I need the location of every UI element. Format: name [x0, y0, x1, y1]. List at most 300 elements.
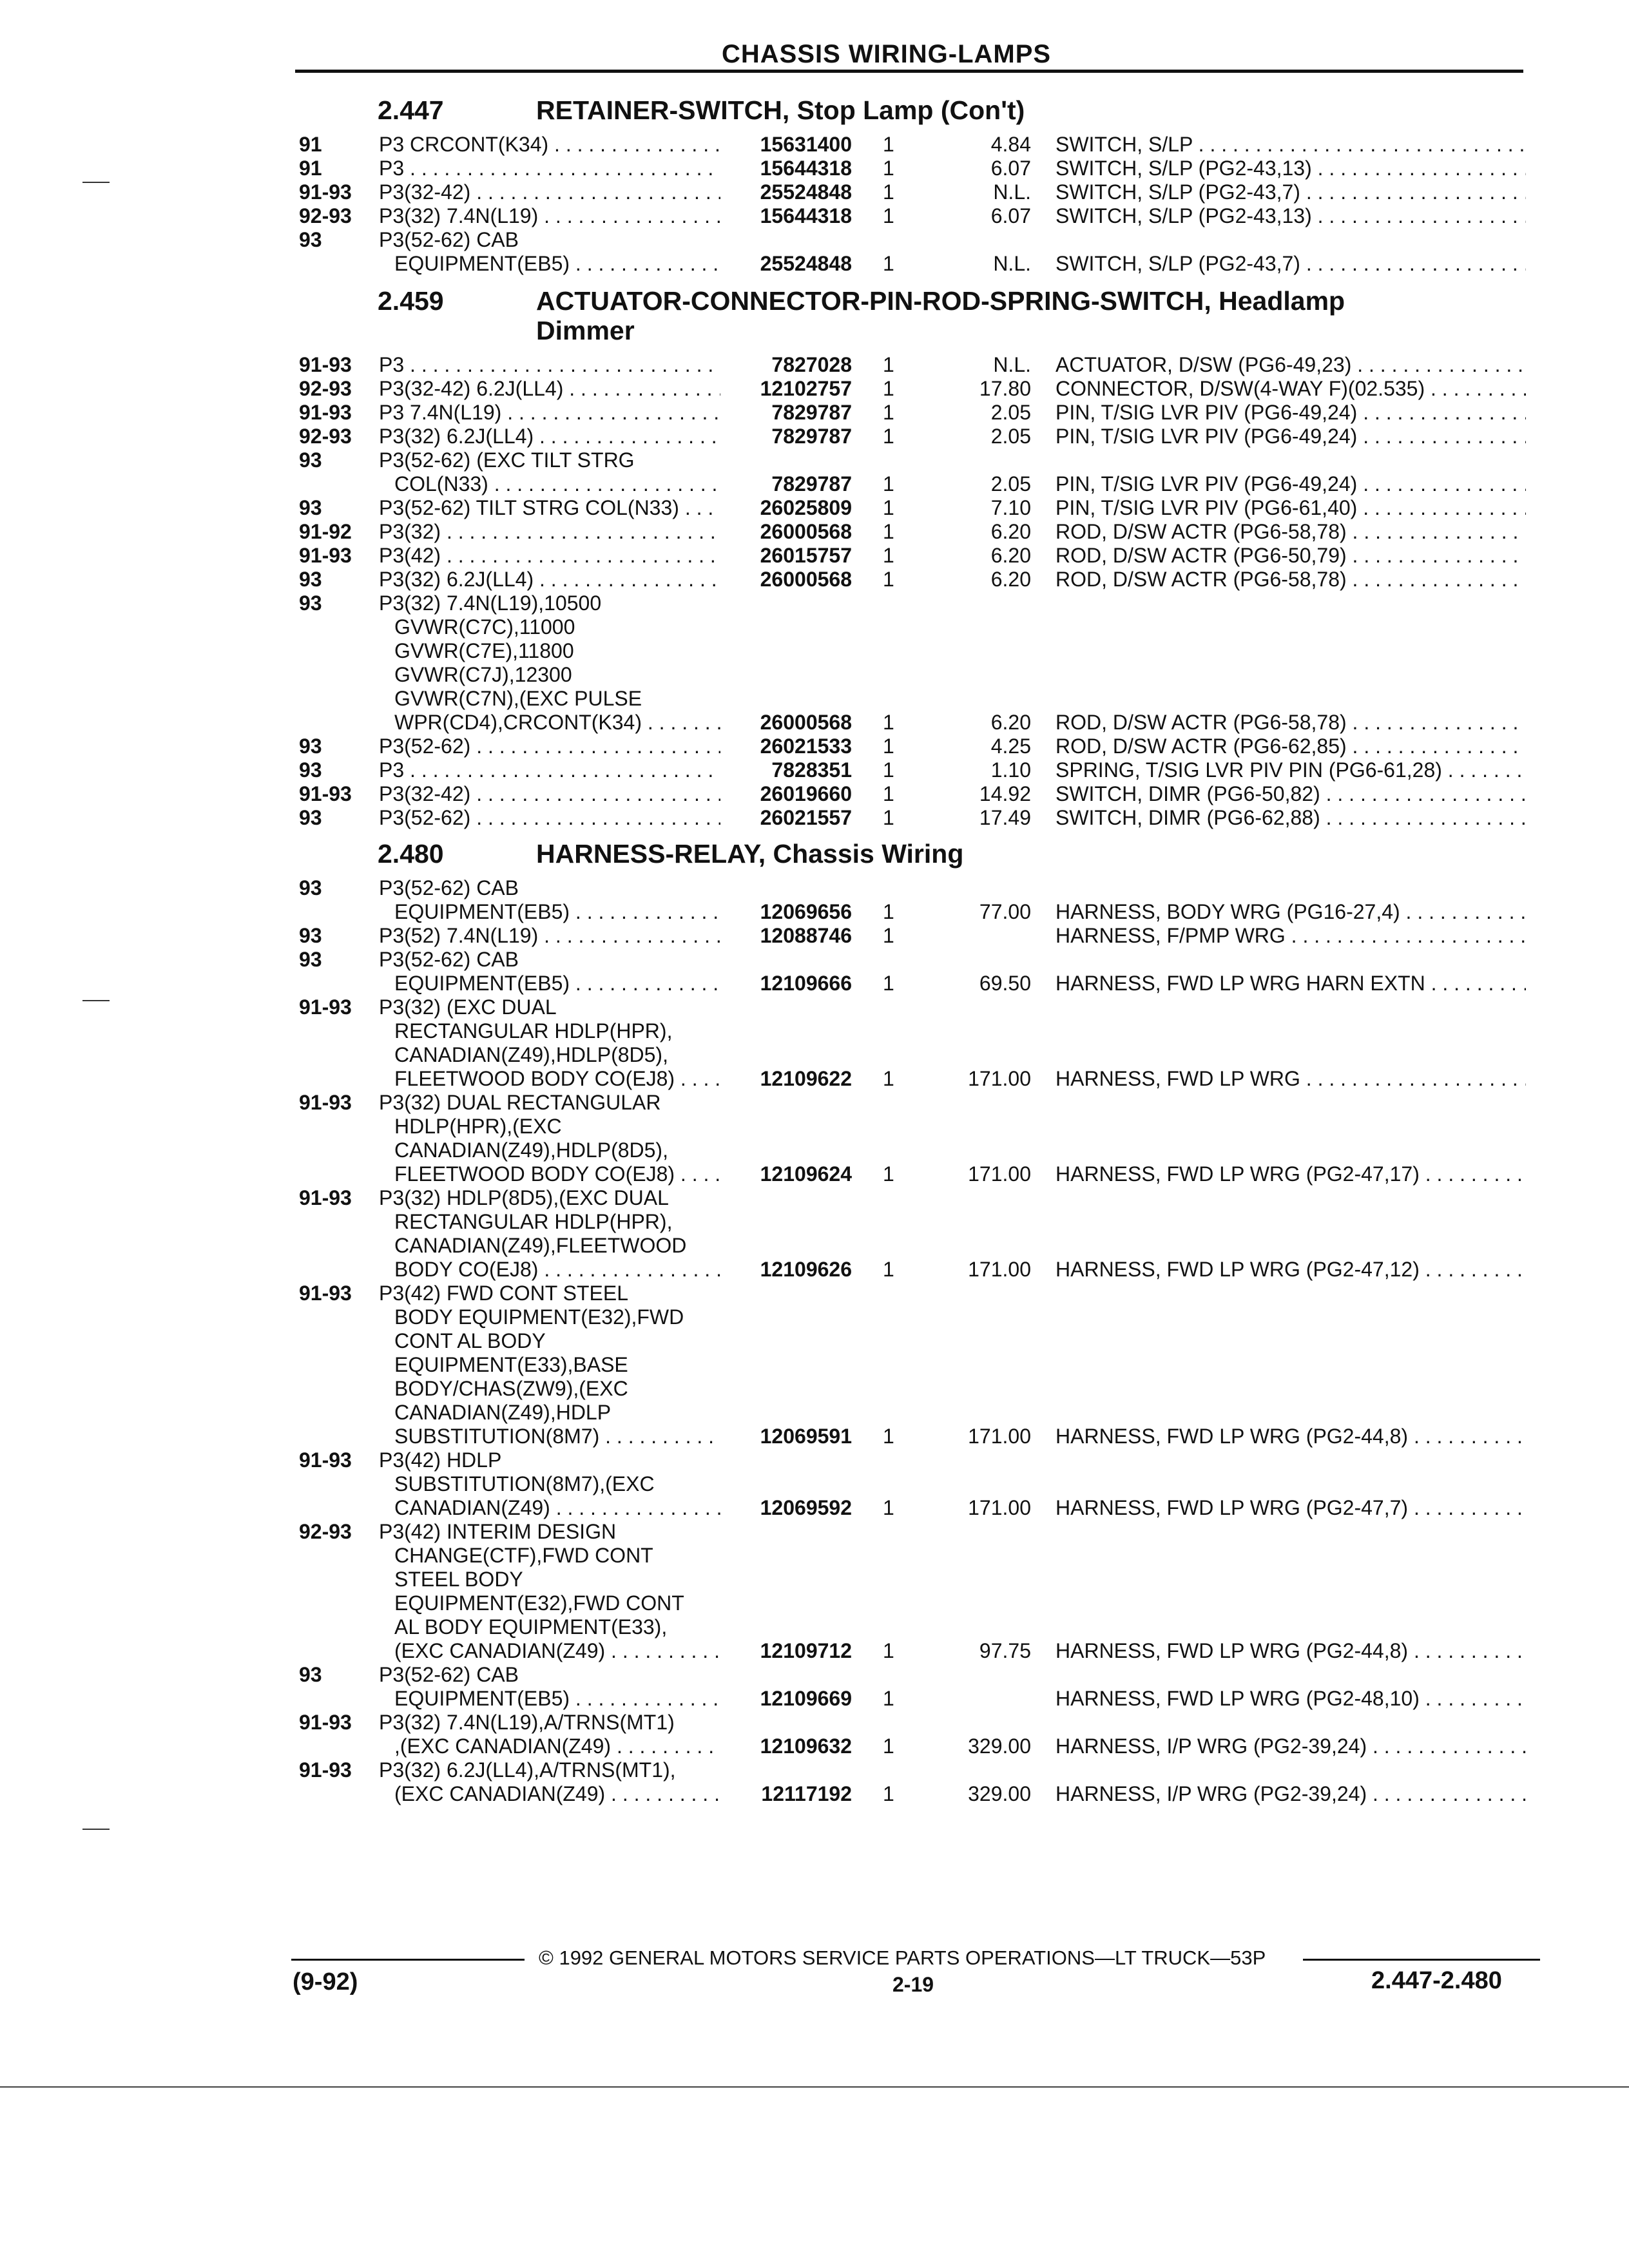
parts-row-continuation	[0, 711, 1629, 735]
parts-row-continuation	[0, 972, 1629, 995]
usage-description: RECTANGULAR HDLP(HPR),	[394, 1019, 673, 1043]
list-price: N.L.	[993, 180, 1031, 204]
usage-description: P3(32) 6.2J(LL4) . . .	[379, 425, 720, 448]
footer-rule-left	[291, 1959, 525, 1961]
parts-row	[0, 353, 1629, 377]
section-number: 2.480	[378, 839, 444, 869]
list-price: 171.00	[968, 1425, 1031, 1448]
parts-row-continuation	[0, 1401, 1629, 1425]
parts-row	[0, 568, 1629, 591]
parts-row-continuation	[0, 1210, 1629, 1234]
parts-row-continuation	[0, 1782, 1629, 1806]
part-name: HARNESS, I/P WRG (PG2-39,24) . . .	[1055, 1782, 1526, 1806]
usage-description: P3(42) INTERIM DESIGN	[379, 1520, 617, 1543]
usage-description: BODY CO(EJ8) . . .	[394, 1258, 720, 1282]
parts-row-continuation	[0, 1139, 1629, 1162]
list-price: 4.84	[990, 133, 1031, 156]
model-year: 92-93	[299, 425, 352, 448]
part-name: HARNESS, FWD LP WRG (PG2-44,8) . . .	[1055, 1639, 1526, 1663]
parts-row-continuation	[0, 252, 1629, 276]
page-number: 2-19	[892, 1973, 934, 1996]
parts-row	[0, 948, 1629, 972]
usage-description: P3(42) FWD CONT STEEL	[379, 1282, 629, 1305]
model-year: 91-93	[299, 782, 352, 805]
part-number: 12102757	[760, 377, 852, 400]
part-name: HARNESS, FWD LP WRG (PG2-47,7) . . .	[1055, 1496, 1526, 1520]
usage-description: SUBSTITUTION(8M7) . . .	[394, 1425, 720, 1448]
usage-description: GVWR(C7J),12300	[394, 663, 572, 686]
part-number: 26015757	[760, 544, 852, 567]
usage-description: BODY/CHAS(ZW9),(EXC	[394, 1377, 628, 1400]
part-number: 12069592	[760, 1496, 852, 1519]
list-price: 329.00	[968, 1782, 1031, 1805]
model-year: 91-93	[299, 1758, 352, 1782]
usage-description: (EXC CANADIAN(Z49) . . .	[394, 1782, 720, 1806]
quantity: 1	[883, 711, 894, 734]
usage-description: GVWR(C7E),11800	[394, 639, 574, 662]
parts-row-continuation	[0, 1735, 1629, 1758]
usage-description: P3(32) 7.4N(L19),10500	[379, 591, 602, 615]
page-title: CHASSIS WIRING-LAMPS	[722, 40, 1052, 68]
part-name: PIN, T/SIG LVR PIV (PG6-61,40) . . .	[1055, 496, 1526, 520]
list-price: 77.00	[979, 900, 1031, 923]
usage-description: EQUIPMENT(EB5) . . .	[394, 1687, 720, 1711]
title-rule	[295, 70, 1523, 73]
model-year: 93	[299, 735, 322, 758]
part-number: 26021533	[760, 735, 852, 758]
part-number: 7829787	[771, 401, 852, 424]
quantity: 1	[883, 972, 894, 995]
parts-row-continuation	[0, 663, 1629, 687]
list-price: N.L.	[993, 353, 1031, 376]
parts-row-continuation	[0, 1687, 1629, 1711]
parts-row	[0, 735, 1629, 758]
usage-description: EQUIPMENT(EB5) . . .	[394, 972, 720, 995]
model-year: 91-93	[299, 353, 352, 376]
usage-description: P3(32) (EXC DUAL	[379, 995, 557, 1019]
model-year: 93	[299, 758, 322, 782]
part-number: 7829787	[771, 472, 852, 495]
parts-row	[0, 1711, 1629, 1735]
part-name: SWITCH, DIMR (PG6-50,82) . . .	[1055, 782, 1526, 806]
parts-row-continuation	[0, 472, 1629, 496]
quantity: 1	[883, 568, 894, 591]
quantity: 1	[883, 496, 894, 519]
part-number: 12109624	[760, 1162, 852, 1186]
part-name: HARNESS, I/P WRG (PG2-39,24) . . .	[1055, 1735, 1526, 1758]
parts-row-continuation	[0, 1234, 1629, 1258]
part-name: HARNESS, FWD LP WRG (PG2-47,17) . . .	[1055, 1162, 1526, 1186]
section-title: ACTUATOR-CONNECTOR-PIN-ROD-SPRING-SWITCH, Headlamp	[536, 286, 1345, 316]
parts-row	[0, 401, 1629, 425]
list-price: 17.49	[979, 806, 1031, 829]
usage-description: P3(52-62) CAB	[379, 1663, 519, 1686]
model-year: 91-93	[299, 1091, 352, 1114]
usage-description: FLEETWOOD BODY CO(EJ8) . . .	[394, 1162, 720, 1186]
quantity: 1	[883, 252, 894, 275]
quantity: 1	[883, 735, 894, 758]
part-number: 26000568	[760, 711, 852, 734]
list-price: 171.00	[968, 1067, 1031, 1090]
part-name: SWITCH, DIMR (PG6-62,88) . . .	[1055, 806, 1526, 830]
quantity: 1	[883, 1067, 894, 1090]
usage-description: P3(32) 6.2J(LL4) . . .	[379, 568, 720, 591]
model-year: 93	[299, 591, 322, 615]
parts-row-continuation	[0, 1305, 1629, 1329]
parts-row-continuation	[0, 1377, 1629, 1401]
parts-row	[0, 496, 1629, 520]
part-name: ROD, D/SW ACTR (PG6-50,79) . . .	[1055, 544, 1526, 568]
part-number: 26019660	[760, 782, 852, 805]
usage-description: P3 . . .	[379, 157, 720, 180]
list-price: 6.07	[990, 204, 1031, 227]
parts-row	[0, 876, 1629, 900]
list-price: 7.10	[990, 496, 1031, 519]
quantity: 1	[883, 1162, 894, 1186]
part-number: 26000568	[760, 568, 852, 591]
parts-row-continuation	[0, 1496, 1629, 1520]
usage-description: P3 7.4N(L19) . . .	[379, 401, 720, 425]
margin-mark	[82, 182, 110, 183]
part-name: SWITCH, S/LP (PG2-43,7) . . .	[1055, 252, 1526, 276]
list-price: 17.80	[979, 377, 1031, 400]
usage-description: P3(52-62) . . .	[379, 806, 720, 830]
list-price: 6.07	[990, 157, 1031, 180]
quantity: 1	[883, 520, 894, 543]
part-name: ACTUATOR, D/SW (PG6-49,23) . . .	[1055, 353, 1526, 377]
usage-description: EQUIPMENT(E33),BASE	[394, 1353, 628, 1376]
parts-row-continuation	[0, 1472, 1629, 1496]
usage-description: HDLP(HPR),(EXC	[394, 1115, 562, 1138]
usage-description: CANADIAN(Z49),HDLP(8D5),	[394, 1139, 668, 1162]
part-number: 15644318	[760, 204, 852, 227]
part-name: PIN, T/SIG LVR PIV (PG6-49,24) . . .	[1055, 401, 1526, 425]
part-number: 7827028	[771, 353, 852, 376]
list-price: 69.50	[979, 972, 1031, 995]
part-name: HARNESS, BODY WRG (PG16-27,4) . . .	[1055, 900, 1526, 924]
model-year: 91-93	[299, 180, 352, 204]
parts-row-continuation	[0, 1425, 1629, 1448]
section-title: RETAINER-SWITCH, Stop Lamp (Con't)	[536, 95, 1025, 125]
list-price: 171.00	[968, 1496, 1031, 1519]
part-number: 12109712	[760, 1639, 852, 1662]
model-year: 93	[299, 1663, 322, 1686]
model-year: 91	[299, 157, 322, 180]
usage-description: AL BODY EQUIPMENT(E33),	[394, 1615, 668, 1639]
part-name: HARNESS, FWD LP WRG . . .	[1055, 1067, 1526, 1091]
model-year: 91-92	[299, 520, 352, 543]
model-year: 93	[299, 448, 322, 472]
usage-description: (EXC CANADIAN(Z49) . . .	[394, 1639, 720, 1663]
usage-description: GVWR(C7N),(EXC PULSE	[394, 687, 642, 710]
parts-row	[0, 1663, 1629, 1687]
model-year: 93	[299, 496, 322, 519]
parts-row	[0, 228, 1629, 252]
part-name: ROD, D/SW ACTR (PG6-62,85) . . .	[1055, 735, 1526, 758]
parts-row-continuation	[0, 687, 1629, 711]
quantity: 1	[883, 544, 894, 567]
part-number: 15631400	[760, 133, 852, 156]
quantity: 1	[883, 401, 894, 424]
parts-row-continuation	[0, 1568, 1629, 1591]
usage-description: GVWR(C7C),11000	[394, 615, 575, 639]
list-price: 2.05	[990, 401, 1031, 424]
usage-description: RECTANGULAR HDLP(HPR),	[394, 1210, 673, 1233]
parts-row	[0, 448, 1629, 472]
usage-description: P3(52-62) TILT STRG COL(N33) . . .	[379, 496, 720, 520]
parts-row-continuation	[0, 1019, 1629, 1043]
model-year: 92-93	[299, 204, 352, 227]
list-price: 329.00	[968, 1735, 1031, 1758]
parts-row-continuation	[0, 615, 1629, 639]
quantity: 1	[883, 1735, 894, 1758]
usage-description: P3(52-62) CAB	[379, 948, 519, 971]
usage-description: P3(42) HDLP	[379, 1448, 502, 1472]
list-price: 1.10	[990, 758, 1031, 782]
part-name: CONNECTOR, D/SW(4-WAY F)(02.535) . . .	[1055, 377, 1526, 401]
parts-row	[0, 591, 1629, 615]
section-range: 2.447-2.480	[1371, 1967, 1502, 1994]
part-number: 12069591	[760, 1425, 852, 1448]
part-name: SWITCH, S/LP . . .	[1055, 133, 1526, 157]
usage-description: P3 . . .	[379, 758, 720, 782]
part-number: 26025809	[760, 496, 852, 519]
quantity: 1	[883, 353, 894, 376]
list-price: 6.20	[990, 520, 1031, 543]
model-year: 91-93	[299, 1711, 352, 1734]
model-year: 93	[299, 568, 322, 591]
model-year: 93	[299, 806, 322, 829]
part-name: HARNESS, FWD LP WRG (PG2-44,8) . . .	[1055, 1425, 1526, 1448]
usage-description: P3(32) 7.4N(L19),A/TRNS(MT1)	[379, 1711, 675, 1734]
quantity: 1	[883, 204, 894, 227]
parts-row	[0, 1091, 1629, 1115]
parts-row	[0, 924, 1629, 948]
parts-row-continuation	[0, 1544, 1629, 1568]
model-year: 91-93	[299, 401, 352, 424]
usage-description: P3(52-62) . . .	[379, 735, 720, 758]
quantity: 1	[883, 472, 894, 495]
list-price: 171.00	[968, 1258, 1031, 1281]
part-number: 12109669	[760, 1687, 852, 1710]
quantity: 1	[883, 180, 894, 204]
part-name: SWITCH, S/LP (PG2-43,13) . . .	[1055, 204, 1526, 228]
parts-row-continuation	[0, 1067, 1629, 1091]
usage-description: P3(32) HDLP(8D5),(EXC DUAL	[379, 1186, 669, 1209]
list-price: 6.20	[990, 544, 1031, 567]
part-name: HARNESS, FWD LP WRG HARN EXTN . . .	[1055, 972, 1526, 995]
bottom-rule	[0, 2086, 1629, 2088]
list-price: 2.05	[990, 425, 1031, 448]
quantity: 1	[883, 1425, 894, 1448]
part-number: 12109632	[760, 1735, 852, 1758]
usage-description: CANADIAN(Z49) . . .	[394, 1496, 720, 1520]
model-year: 93	[299, 924, 322, 947]
usage-description: P3(52) 7.4N(L19) . . .	[379, 924, 720, 948]
quantity: 1	[883, 133, 894, 156]
section-title: HARNESS-RELAY, Chassis Wiring	[536, 839, 964, 869]
margin-mark	[82, 1000, 110, 1001]
parts-row-continuation	[0, 1258, 1629, 1282]
quantity: 1	[883, 1687, 894, 1710]
parts-row	[0, 995, 1629, 1019]
usage-description: STEEL BODY	[394, 1568, 523, 1591]
model-year: 91-93	[299, 544, 352, 567]
usage-description: SUBSTITUTION(8M7),(EXC	[394, 1472, 655, 1495]
quantity: 1	[883, 1258, 894, 1281]
part-number: 12109622	[760, 1067, 852, 1090]
quantity: 1	[883, 157, 894, 180]
list-price: N.L.	[993, 252, 1031, 275]
quantity: 1	[883, 758, 894, 782]
parts-row	[0, 544, 1629, 568]
part-number: 26021557	[760, 806, 852, 829]
usage-description: P3(32) . . .	[379, 520, 720, 544]
model-year: 92-93	[299, 1520, 352, 1543]
usage-description: P3(32) DUAL RECTANGULAR	[379, 1091, 661, 1114]
list-price: 6.20	[990, 568, 1031, 591]
part-number: 12069656	[760, 900, 852, 923]
quantity: 1	[883, 924, 894, 947]
parts-row-continuation	[0, 1615, 1629, 1639]
model-year: 93	[299, 876, 322, 899]
quantity: 1	[883, 1496, 894, 1519]
parts-row	[0, 1448, 1629, 1472]
parts-row	[0, 520, 1629, 544]
part-name: HARNESS, F/PMP WRG . . .	[1055, 924, 1526, 948]
part-number: 26000568	[760, 520, 852, 543]
parts-row-continuation	[0, 1329, 1629, 1353]
usage-description: CONT AL BODY	[394, 1329, 546, 1352]
part-name: HARNESS, FWD LP WRG (PG2-48,10) . . .	[1055, 1687, 1526, 1711]
list-price: 6.20	[990, 711, 1031, 734]
usage-description: P3 . . .	[379, 353, 720, 377]
parts-row	[0, 133, 1629, 157]
usage-description: P3(32-42) 6.2J(LL4) . . .	[379, 377, 720, 401]
part-number: 12088746	[760, 924, 852, 947]
part-name: SPRING, T/SIG LVR PIV PIN (PG6-61,28) . . .	[1055, 758, 1526, 782]
model-year: 91-93	[299, 1448, 352, 1472]
parts-row-continuation	[0, 1115, 1629, 1139]
footer-rule-right	[1303, 1959, 1540, 1961]
quantity: 1	[883, 377, 894, 400]
part-name: PIN, T/SIG LVR PIV (PG6-49,24) . . .	[1055, 472, 1526, 496]
quantity: 1	[883, 900, 894, 923]
parts-row	[0, 180, 1629, 204]
parts-row	[0, 1758, 1629, 1782]
model-year: 93	[299, 228, 322, 251]
list-price: 14.92	[979, 782, 1031, 805]
usage-description: P3(52-62) CAB	[379, 876, 519, 899]
part-name: ROD, D/SW ACTR (PG6-58,78) . . .	[1055, 520, 1526, 544]
part-name: ROD, D/SW ACTR (PG6-58,78) . . .	[1055, 711, 1526, 735]
parts-row	[0, 204, 1629, 228]
usage-description: P3(32-42) . . .	[379, 782, 720, 806]
usage-description: EQUIPMENT(E32),FWD CONT	[394, 1591, 684, 1615]
usage-description: P3(32) 7.4N(L19) . . .	[379, 204, 720, 228]
parts-row	[0, 377, 1629, 401]
parts-row-continuation	[0, 1162, 1629, 1186]
parts-row-continuation	[0, 1043, 1629, 1067]
usage-description: P3(42) . . .	[379, 544, 720, 568]
parts-row-continuation	[0, 1639, 1629, 1663]
part-number: 25524848	[760, 180, 852, 204]
usage-description: P3(52-62) (EXC TILT STRG	[379, 448, 635, 472]
quantity: 1	[883, 782, 894, 805]
revision-date: (9-92)	[293, 1968, 358, 1995]
parts-row-continuation	[0, 1353, 1629, 1377]
part-number: 12117192	[761, 1782, 852, 1805]
usage-description: CANADIAN(Z49),HDLP	[394, 1401, 612, 1424]
usage-description: COL(N33) . . .	[394, 472, 720, 496]
usage-description: CANADIAN(Z49),FLEETWOOD	[394, 1234, 687, 1257]
section-number: 2.459	[378, 286, 444, 316]
parts-row-continuation	[0, 639, 1629, 663]
parts-row	[0, 758, 1629, 782]
parts-row	[0, 425, 1629, 448]
part-name: ROD, D/SW ACTR (PG6-58,78) . . .	[1055, 568, 1526, 591]
parts-row-continuation	[0, 1591, 1629, 1615]
usage-description: P3(32) 6.2J(LL4),A/TRNS(MT1),	[379, 1758, 676, 1782]
usage-description: P3 CRCONT(K34) . . .	[379, 133, 720, 157]
part-name: PIN, T/SIG LVR PIV (PG6-49,24) . . .	[1055, 425, 1526, 448]
section-title-continued: Dimmer	[536, 316, 635, 345]
quantity: 1	[883, 1639, 894, 1662]
part-number: 12109666	[760, 972, 852, 995]
part-number: 25524848	[760, 252, 852, 275]
parts-row	[0, 157, 1629, 180]
model-year: 91	[299, 133, 322, 156]
parts-row	[0, 1282, 1629, 1305]
part-number: 15644318	[760, 157, 852, 180]
margin-mark	[82, 1829, 110, 1830]
model-year: 93	[299, 948, 322, 971]
quantity: 1	[883, 806, 894, 829]
model-year: 91-93	[299, 1186, 352, 1209]
usage-description: CANADIAN(Z49),HDLP(8D5),	[394, 1043, 668, 1066]
part-number: 7828351	[771, 758, 852, 782]
quantity: 1	[883, 425, 894, 448]
model-year: 91-93	[299, 995, 352, 1019]
usage-description: WPR(CD4),CRCONT(K34) . . .	[394, 711, 720, 735]
parts-row-continuation	[0, 900, 1629, 924]
usage-description: P3(32-42) . . .	[379, 180, 720, 204]
usage-description: ,(EXC CANADIAN(Z49) . . .	[394, 1735, 720, 1758]
parts-row	[0, 1186, 1629, 1210]
parts-row	[0, 806, 1629, 830]
usage-description: EQUIPMENT(EB5) . . .	[394, 900, 720, 924]
parts-row	[0, 782, 1629, 806]
part-number: 7829787	[771, 425, 852, 448]
usage-description: FLEETWOOD BODY CO(EJ8) . . .	[394, 1067, 720, 1091]
usage-description: P3(52-62) CAB	[379, 228, 519, 251]
model-year: 92-93	[299, 377, 352, 400]
part-name: SWITCH, S/LP (PG2-43,13) . . .	[1055, 157, 1526, 180]
usage-description: BODY EQUIPMENT(E32),FWD	[394, 1305, 684, 1329]
usage-description: EQUIPMENT(EB5) . . .	[394, 252, 720, 276]
quantity: 1	[883, 1782, 894, 1805]
model-year: 91-93	[299, 1282, 352, 1305]
copyright-notice: © 1992 GENERAL MOTORS SERVICE PARTS OPERATIONS—LT TRUCK—53P	[539, 1946, 1266, 1969]
list-price: 4.25	[990, 735, 1031, 758]
usage-description: CHANGE(CTF),FWD CONT	[394, 1544, 653, 1567]
parts-row	[0, 1520, 1629, 1544]
section-number: 2.447	[378, 95, 444, 125]
list-price: 97.75	[979, 1639, 1031, 1662]
part-number: 12109626	[760, 1258, 852, 1281]
part-name: SWITCH, S/LP (PG2-43,7) . . .	[1055, 180, 1526, 204]
part-name: HARNESS, FWD LP WRG (PG2-47,12) . . .	[1055, 1258, 1526, 1282]
